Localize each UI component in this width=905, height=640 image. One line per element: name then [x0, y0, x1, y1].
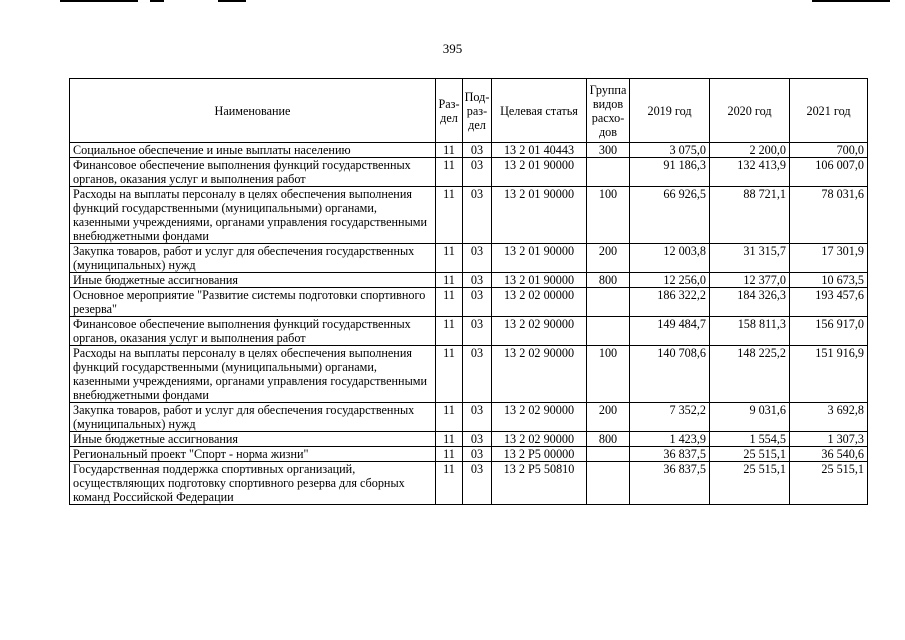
table-row [70, 317, 868, 346]
row-subsection: 03 [463, 317, 492, 346]
row-name: Закупка товаров, работ и услуг для обеспечения государственных (муниципальных) нужд [70, 244, 436, 273]
row-section: 11 [436, 403, 463, 432]
row-value-2019: 91 186,3 [630, 158, 710, 187]
row-subsection: 03 [463, 273, 492, 288]
row-article: 13 2 01 90000 [492, 273, 587, 288]
row-subsection: 03 [463, 288, 492, 317]
row-name: Финансовое обеспечение выполнения функций государственных органов, оказания услуг и выполнения работ [70, 158, 436, 187]
row-expense-group: 200 [587, 403, 630, 432]
table-row [70, 244, 868, 273]
row-section: 11 [436, 317, 463, 346]
row-expense-group: 100 [587, 346, 630, 403]
row-value-2020: 25 515,1 [710, 447, 790, 462]
header-2019: 2019 год [630, 79, 710, 143]
row-value-2019: 3 075,0 [630, 143, 710, 158]
row-value-2021: 3 692,8 [790, 403, 868, 432]
table-row [70, 143, 868, 158]
row-section: 11 [436, 187, 463, 244]
row-subsection: 03 [463, 403, 492, 432]
row-section: 11 [436, 158, 463, 187]
row-expense-group: 100 [587, 187, 630, 244]
row-value-2019: 149 484,7 [630, 317, 710, 346]
row-value-2021: 106 007,0 [790, 158, 868, 187]
row-article: 13 2 01 90000 [492, 187, 587, 244]
header-expense-group: Группа видов расхо-дов [587, 79, 630, 143]
row-name: Социальное обеспечение и иные выплаты населению [70, 143, 436, 158]
header-2021: 2021 год [790, 79, 868, 143]
row-expense-group [587, 462, 630, 505]
row-name: Государственная поддержка спортивных организаций, осуществляющих подготовку спортивного резерва для сборных команд Российской Федерации [70, 462, 436, 505]
row-subsection: 03 [463, 447, 492, 462]
table-header-row [70, 79, 868, 143]
row-article: 13 2 02 00000 [492, 288, 587, 317]
row-expense-group: 800 [587, 432, 630, 447]
row-subsection: 03 [463, 244, 492, 273]
row-article: 13 2 02 90000 [492, 432, 587, 447]
row-value-2021: 78 031,6 [790, 187, 868, 244]
row-expense-group [587, 158, 630, 187]
table-body [70, 143, 868, 505]
row-section: 11 [436, 143, 463, 158]
row-value-2020: 158 811,3 [710, 317, 790, 346]
table-row [70, 447, 868, 462]
row-value-2019: 36 837,5 [630, 447, 710, 462]
top-rule-mid [150, 0, 164, 2]
table-row [70, 187, 868, 244]
table-row [70, 403, 868, 432]
table-row [70, 432, 868, 447]
row-subsection: 03 [463, 462, 492, 505]
top-rule-left [60, 0, 138, 2]
table-row [70, 273, 868, 288]
header-2020: 2020 год [710, 79, 790, 143]
row-value-2019: 12 256,0 [630, 273, 710, 288]
page-number: 395 [442, 41, 463, 56]
row-name: Иные бюджетные ассигнования [70, 432, 436, 447]
table-row [70, 158, 868, 187]
row-name: Региональный проект "Спорт - норма жизни" [70, 447, 436, 462]
row-value-2021: 10 673,5 [790, 273, 868, 288]
row-name: Финансовое обеспечение выполнения функций государственных органов, оказания услуг и выполнения работ [70, 317, 436, 346]
row-section: 11 [436, 346, 463, 403]
row-subsection: 03 [463, 346, 492, 403]
header-subsection: Под-раз-дел [463, 79, 492, 143]
row-expense-group: 800 [587, 273, 630, 288]
row-value-2019: 36 837,5 [630, 462, 710, 505]
row-article: 13 2 01 90000 [492, 158, 587, 187]
row-value-2020: 184 326,3 [710, 288, 790, 317]
row-value-2021: 156 917,0 [790, 317, 868, 346]
row-article: 13 2 01 90000 [492, 244, 587, 273]
row-article: 13 2 P5 00000 [492, 447, 587, 462]
row-value-2021: 193 457,6 [790, 288, 868, 317]
row-section: 11 [436, 432, 463, 447]
row-expense-group: 300 [587, 143, 630, 158]
row-section: 11 [436, 273, 463, 288]
row-value-2019: 66 926,5 [630, 187, 710, 244]
row-value-2020: 12 377,0 [710, 273, 790, 288]
budget-table [69, 78, 868, 505]
table-row [70, 346, 868, 403]
row-value-2020: 9 031,6 [710, 403, 790, 432]
row-section: 11 [436, 447, 463, 462]
row-subsection: 03 [463, 432, 492, 447]
row-subsection: 03 [463, 158, 492, 187]
row-value-2020: 25 515,1 [710, 462, 790, 505]
row-article: 13 2 02 90000 [492, 346, 587, 403]
row-value-2020: 88 721,1 [710, 187, 790, 244]
row-expense-group [587, 317, 630, 346]
row-value-2019: 7 352,2 [630, 403, 710, 432]
row-value-2020: 148 225,2 [710, 346, 790, 403]
top-rule-right [812, 0, 890, 2]
row-section: 11 [436, 244, 463, 273]
row-value-2019: 140 708,6 [630, 346, 710, 403]
header-target-article: Целевая статья [492, 79, 587, 143]
row-value-2020: 31 315,7 [710, 244, 790, 273]
table-row [70, 462, 868, 505]
row-name: Расходы на выплаты персоналу в целях обеспечения выполнения функций государственными (муниципальными) органами, казенными учреждениями, органами управления государственными внебюджетными фондами [70, 187, 436, 244]
row-value-2021: 151 916,9 [790, 346, 868, 403]
row-value-2019: 12 003,8 [630, 244, 710, 273]
row-subsection: 03 [463, 143, 492, 158]
row-value-2021: 1 307,3 [790, 432, 868, 447]
row-value-2019: 186 322,2 [630, 288, 710, 317]
row-value-2019: 1 423,9 [630, 432, 710, 447]
row-value-2021: 700,0 [790, 143, 868, 158]
row-value-2021: 36 540,6 [790, 447, 868, 462]
row-expense-group: 200 [587, 244, 630, 273]
row-section: 11 [436, 288, 463, 317]
row-article: 13 2 02 90000 [492, 317, 587, 346]
header-section: Раз-дел [436, 79, 463, 143]
header-name: Наименование [70, 79, 436, 143]
row-section: 11 [436, 462, 463, 505]
table-row [70, 288, 868, 317]
row-name: Закупка товаров, работ и услуг для обеспечения государственных (муниципальных) нужд [70, 403, 436, 432]
row-name: Расходы на выплаты персоналу в целях обеспечения выполнения функций государственными (муниципальными) органами, казенными учреждениями, органами управления государственными внебюджетными фондами [70, 346, 436, 403]
row-article: 13 2 01 40443 [492, 143, 587, 158]
row-article: 13 2 P5 50810 [492, 462, 587, 505]
row-value-2020: 132 413,9 [710, 158, 790, 187]
row-expense-group [587, 288, 630, 317]
row-value-2021: 17 301,9 [790, 244, 868, 273]
row-value-2020: 1 554,5 [710, 432, 790, 447]
row-name: Иные бюджетные ассигнования [70, 273, 436, 288]
top-rule-mid-2 [218, 0, 246, 2]
row-name: Основное мероприятие "Развитие системы подготовки спортивного резерва" [70, 288, 436, 317]
row-article: 13 2 02 90000 [492, 403, 587, 432]
row-value-2020: 2 200,0 [710, 143, 790, 158]
row-expense-group [587, 447, 630, 462]
row-value-2021: 25 515,1 [790, 462, 868, 505]
row-subsection: 03 [463, 187, 492, 244]
